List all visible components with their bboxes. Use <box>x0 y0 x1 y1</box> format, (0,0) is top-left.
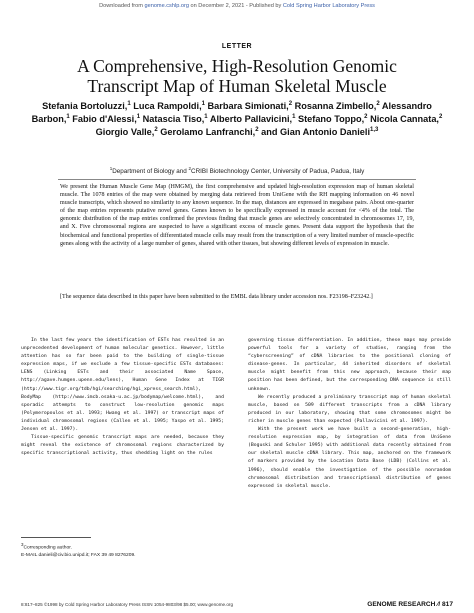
footnote-marker: 3 <box>21 542 24 547</box>
download-prefix: Downloaded from <box>99 3 143 9</box>
footnote-divider <box>21 537 91 538</box>
author-name: Natascia Tiso, <box>142 114 205 125</box>
download-notice <box>0 3 474 9</box>
body-column-left <box>21 337 224 458</box>
affiliation-text-2: CRIBI Biotechnology Center, University of Padua, Padua, Italy <box>191 168 365 176</box>
author-affiliation-sup: 1 <box>66 114 70 121</box>
author-affiliation-sup: 2 <box>364 114 368 121</box>
author-name: Luca Rampoldi, <box>133 101 202 111</box>
author <box>210 114 296 124</box>
footnote <box>21 541 241 559</box>
abstract: We present the Human Muscle Gene Map (HMGM), the first comprehensive and updated high-resolution expression map of human skeletal muscle. The 1078 entries of the map were obtained by merging data retrieved from UniGene with the RH mapping information on 46 novel muscle transcripts, which showed no similarity to any known sequence. In the map, distances are expressed in megabase pairs. About one-quarter of the map entries represents putative novel genes. Genes known to be specifically expressed in muscle account for <4% of the total. The genomic distribution of the map entries confirmed the previous finding that muscle genes are selectively concentrated in chromosomes 17, 19, and X. Five chromosomal regions are suspected to have a significant excess of muscle genes. Present data support the hypothesis that the biochemical and functional properties of differentiated muscle cells may result from the transcription of a very limited number of muscle-specific genes along with the activity of a large number of genes, shared with other tissues, but showing different levels of expression in muscle. <box>60 184 414 247</box>
footer-citation: 8:817–825 ©1998 by Cold Spring Harbor Laboratory Press ISSN 1054-9803/98 $5.00; www.genome.org <box>21 602 234 607</box>
author-affiliation-sup: 2 <box>154 127 158 134</box>
body-paragraph: governing tissue differentiation. In addition, these maps may provide powerful tools for a variety of studies, ranging from the “cyberscreening” of cDNA libraries to the positional cloning of disease-genes. In particular, 44 inherited disorders of skeletal muscle might benefit from this new approach, because their map position has been defined, but the corresponding DNA sequence is still unknown. <box>248 338 451 392</box>
affiliation-text-1: Department of Biology and <box>112 168 189 176</box>
affiliation <box>20 166 454 175</box>
section-label: LETTER <box>221 43 253 50</box>
author-name: Stefania Bortoluzzi, <box>42 101 128 111</box>
body-paragraph: Tissue-specific genomic transcript maps are needed, because they might reveal the existence of chromosomal regions characterized by specific transcriptional activity, thus shedding light on the rules <box>21 435 224 457</box>
author <box>72 114 140 124</box>
author-name: Giorgio Valle, <box>95 127 155 138</box>
site-link[interactable]: genome.cshlp.org <box>144 3 189 9</box>
author <box>42 101 131 111</box>
author-affiliation-sup: 1 <box>292 114 296 121</box>
author <box>133 101 205 111</box>
author-affiliation-sup: 2 <box>376 100 380 107</box>
download-middle: on December 2, 2021 - Published by <box>190 3 282 9</box>
author-name: Fabio d'Alessi, <box>72 114 137 125</box>
author <box>208 101 293 111</box>
author-affiliation-sup: 1,3 <box>370 127 379 134</box>
body-paragraph: In the last few years the identification of ESTs has resulted in an unprecedented development of human molecular genetics. However, little attention has so far been paid to the building of single-tissue expression maps, if we exclude a few tissue-specific ESTs databases: LENS (Linking ESTs and their associated Name Space, http://agave.humgen.upenn.edu/lens), Human Gene Index at TIGR (http://www.tigr.org/tdb/hgi/searching/hgi_xpress_search.html), BodyMap (http://www.imcb.osaka-u.ac.jp/bodymap/welcome.html), and sporadic attempts to construct low-resolution genomic maps (Polymeropoulos et al. 1993; Hwang et al. 1997) or transcript maps of individual chromosomal regions (Callen et al. 1995; Yaspo et al. 1995; Jensen et al. 1997). <box>21 338 224 433</box>
author <box>143 114 208 124</box>
author-name: Gerolamo Lanfranchi, <box>160 127 256 138</box>
author <box>160 127 258 137</box>
author-name: Alessandro Barbon, <box>31 101 432 125</box>
author-name: Rosanna Zimbello, <box>294 101 377 111</box>
author-affiliation-sup: 2 <box>288 100 293 107</box>
author <box>261 127 378 137</box>
article-title <box>20 56 454 96</box>
author-list <box>25 100 449 140</box>
publisher-link[interactable]: Cold Spring Harbor Laboratory Press <box>282 3 375 9</box>
author <box>298 114 368 124</box>
author-affiliation-sup: 2 <box>439 114 443 121</box>
accession-note: [The sequence data described in this paper have been submitted to the EMBL data library under accession nos. F23198–F23242.] <box>60 294 373 300</box>
author-name: and Gian Antonio Danieli <box>261 127 371 138</box>
body-paragraph: We recently produced a preliminary transcript map of human skeletal muscle, based on 509 different transcripts from a cDNA library produced in our laboratory, showing that some chromosomes might be richer in muscle genes than expected (Pallavicini et al. 1997). <box>248 394 451 424</box>
author-name: Barbara Simionati, <box>207 101 289 111</box>
footnote-line-1: Corresponding author. <box>23 545 72 551</box>
title-line-2: Transcript Map of Human Skeletal Muscle <box>87 76 387 96</box>
author-affiliation-sup: 1 <box>204 114 208 121</box>
author-name: Alberto Pallavicini, <box>209 114 293 125</box>
author <box>370 114 442 124</box>
author-affiliation-sup: 1 <box>201 100 205 107</box>
author-name: Nicola Cannata, <box>370 114 439 125</box>
footer-journal: GENOME RESEARCH ⁄/ 817 <box>367 601 453 608</box>
author-affiliation-sup: 1 <box>136 114 141 121</box>
abstract-divider <box>58 179 416 180</box>
page-footer <box>21 602 453 610</box>
author-name: Stefano Toppo, <box>297 114 365 125</box>
author-affiliation-sup: 2 <box>255 127 259 134</box>
affiliation-sup-2: 2 <box>188 166 192 171</box>
author <box>295 101 380 111</box>
author-affiliation-sup: 1 <box>127 100 131 107</box>
footnote-line-2: E-MAIL danieli@civ.bio.unipd.it; FAX 39 49 8276209. <box>21 552 136 558</box>
title-line-1: A Comprehensive, High-Resolution Genomic <box>77 56 397 76</box>
affiliation-sup-1: 1 <box>109 166 113 171</box>
author <box>96 127 158 137</box>
body-paragraph: With the present work we have built a second-generation, high-resolution expression map, by integration of data from UniGene (Boguski and Schuler 1995) with additional data recently obtained from our skeletal muscle cDNA library. This map, anchored on the framework of markers provided by the Location Data Base (LDB) (Collins et al. 1996), should enable the investigation of the possible nonrandom chromosomal distribution and transcriptional distribution of genes expressed in skeletal muscle. <box>248 427 451 489</box>
body-column-right <box>248 337 451 491</box>
